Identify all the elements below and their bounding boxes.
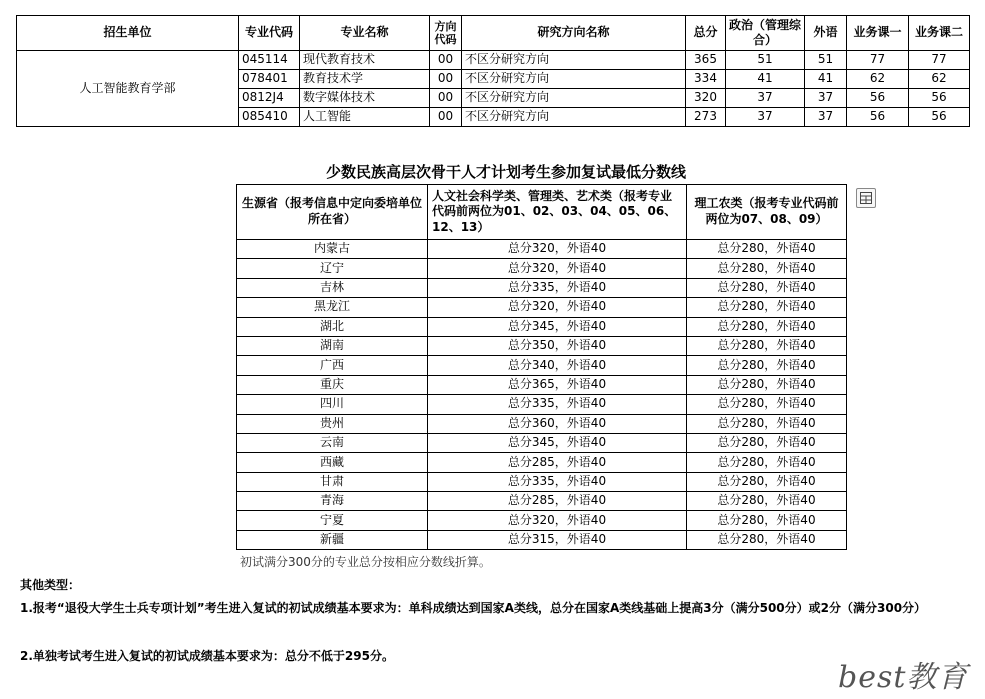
humanities-cell: 总分340，外语40 (428, 356, 687, 375)
politics-score: 51 (726, 51, 805, 70)
course2-score: 56 (909, 108, 970, 127)
province-cell: 贵州 (237, 414, 428, 433)
science-cell: 总分280，外语40 (687, 317, 847, 336)
science-cell: 总分280，外语40 (687, 395, 847, 414)
humanities-cell: 总分335，外语40 (428, 472, 687, 491)
science-cell: 总分280，外语40 (687, 492, 847, 511)
humanities-cell: 总分285，外语40 (428, 453, 687, 472)
table-row (237, 530, 847, 549)
table-grid-icon[interactable] (856, 188, 876, 208)
province-cell: 宁夏 (237, 511, 428, 530)
politics-score: 41 (726, 70, 805, 89)
header-science: 理工农类（报考专业代码前两位为07、08、09） (687, 185, 847, 240)
header-humanities: 人文社会科学类、管理类、艺术类（报考专业代码前两位为01、02、03、04、05、06、12、13） (428, 185, 687, 240)
header-course1: 业务课一 (847, 16, 909, 51)
province-cell: 西藏 (237, 453, 428, 472)
header-total: 总分 (686, 16, 726, 51)
direction-name: 不区分研究方向 (462, 70, 686, 89)
humanities-cell: 总分335，外语40 (428, 278, 687, 297)
course1-score: 56 (847, 89, 909, 108)
province-cell: 湖北 (237, 317, 428, 336)
province-cell: 广西 (237, 356, 428, 375)
table-header-row (237, 185, 847, 240)
table-row (237, 336, 847, 355)
major-code: 0812J4 (239, 89, 300, 108)
major-code: 045114 (239, 51, 300, 70)
header-politics: 政治（管理综合） (726, 16, 805, 51)
science-cell: 总分280，外语40 (687, 240, 847, 259)
course1-score: 77 (847, 51, 909, 70)
table-row (237, 298, 847, 317)
direction-name: 不区分研究方向 (462, 108, 686, 127)
direction-code: 00 (430, 51, 462, 70)
direction-code: 00 (430, 89, 462, 108)
course1-score: 56 (847, 108, 909, 127)
humanities-cell: 总分365，外语40 (428, 375, 687, 394)
science-cell: 总分280，外语40 (687, 336, 847, 355)
other-types-heading: 其他类型： (20, 578, 81, 592)
total-score: 320 (686, 89, 726, 108)
province-cell: 湖南 (237, 336, 428, 355)
direction-code: 00 (430, 108, 462, 127)
province-cell: 新疆 (237, 530, 428, 549)
foreign-score: 51 (805, 51, 847, 70)
table-row (237, 453, 847, 472)
science-cell: 总分280，外语40 (687, 375, 847, 394)
major-code: 078401 (239, 70, 300, 89)
foreign-score: 37 (805, 108, 847, 127)
header-course2: 业务课二 (909, 16, 970, 51)
course2-score: 62 (909, 70, 970, 89)
humanities-cell: 总分320，外语40 (428, 240, 687, 259)
humanities-cell: 总分315，外语40 (428, 530, 687, 549)
science-cell: 总分280，外语40 (687, 356, 847, 375)
table-row (237, 472, 847, 491)
header-major-name: 专业名称 (300, 16, 430, 51)
header-major-code: 专业代码 (239, 16, 300, 51)
header-foreign: 外语 (805, 16, 847, 51)
admission-score-table (16, 15, 970, 127)
table-row (237, 511, 847, 530)
footnote: 初试满分300分的专业总分按相应分数线折算。 (240, 555, 491, 569)
table-row (17, 51, 970, 70)
humanities-cell: 总分320，外语40 (428, 511, 687, 530)
direction-code: 00 (430, 70, 462, 89)
politics-score: 37 (726, 108, 805, 127)
direction-name: 不区分研究方向 (462, 51, 686, 70)
foreign-score: 37 (805, 89, 847, 108)
province-cell: 黑龙江 (237, 298, 428, 317)
province-cell: 内蒙古 (237, 240, 428, 259)
humanities-cell: 总分320，外语40 (428, 259, 687, 278)
course1-score: 62 (847, 70, 909, 89)
science-cell: 总分280，外语40 (687, 414, 847, 433)
note-veteran-plan: 1.报考“退役大学生士兵专项计划”考生进入复试的初试成绩基本要求为：单科成绩达到国家A类线，总分在国家A类线基础上提高3分（满分500分）或2分（满分300分） (20, 601, 927, 615)
table-grid-glyph (860, 192, 872, 204)
major-name: 现代教育技术 (300, 51, 430, 70)
foreign-score: 41 (805, 70, 847, 89)
province-cell: 青海 (237, 492, 428, 511)
major-code: 085410 (239, 108, 300, 127)
note-independent-exam: 2.单独考试考生进入复试的初试成绩基本要求为：总分不低于295分。 (20, 649, 394, 663)
science-cell: 总分280，外语40 (687, 433, 847, 452)
table-row (237, 259, 847, 278)
science-cell: 总分280，外语40 (687, 298, 847, 317)
header-direction-code (430, 16, 462, 51)
table-row (237, 240, 847, 259)
humanities-cell: 总分335，外语40 (428, 395, 687, 414)
total-score: 334 (686, 70, 726, 89)
table-row (237, 414, 847, 433)
table-row (237, 375, 847, 394)
major-name: 人工智能 (300, 108, 430, 127)
total-score: 365 (686, 51, 726, 70)
table-row (237, 492, 847, 511)
unit-cell: 人工智能教育学部 (17, 51, 239, 127)
direction-name: 不区分研究方向 (462, 89, 686, 108)
province-cell: 四川 (237, 395, 428, 414)
science-cell: 总分280，外语40 (687, 453, 847, 472)
table-row (237, 395, 847, 414)
header-direction-name: 研究方向名称 (462, 16, 686, 51)
province-cell: 辽宁 (237, 259, 428, 278)
total-score: 273 (686, 108, 726, 127)
science-cell: 总分280，外语40 (687, 472, 847, 491)
province-cell: 吉林 (237, 278, 428, 297)
province-cell: 重庆 (237, 375, 428, 394)
course2-score: 56 (909, 89, 970, 108)
minority-section-title: 少数民族高层次骨干人才计划考生参加复试最低分数线 (326, 163, 687, 181)
humanities-cell: 总分350，外语40 (428, 336, 687, 355)
table-header-row (17, 16, 970, 51)
politics-score: 37 (726, 89, 805, 108)
humanities-cell: 总分320，外语40 (428, 298, 687, 317)
science-cell: 总分280，外语40 (687, 530, 847, 549)
watermark-logo: best教育 (838, 660, 969, 695)
science-cell: 总分280，外语40 (687, 278, 847, 297)
table-row (237, 317, 847, 336)
header-province: 生源省（报考信息中定向委培单位所在省） (237, 185, 428, 240)
table-row (237, 356, 847, 375)
science-cell: 总分280，外语40 (687, 259, 847, 278)
header-unit: 招生单位 (17, 16, 239, 51)
table-row (237, 278, 847, 297)
humanities-cell: 总分360，外语40 (428, 414, 687, 433)
humanities-cell: 总分345，外语40 (428, 317, 687, 336)
science-cell: 总分280，外语40 (687, 511, 847, 530)
major-name: 数字媒体技术 (300, 89, 430, 108)
major-name: 教育技术学 (300, 70, 430, 89)
minority-score-table (236, 184, 847, 550)
table-row (237, 433, 847, 452)
header-direction-code-text: 方向 代码 (434, 19, 457, 46)
humanities-cell: 总分285，外语40 (428, 492, 687, 511)
province-cell: 甘肃 (237, 472, 428, 491)
humanities-cell: 总分345，外语40 (428, 433, 687, 452)
province-cell: 云南 (237, 433, 428, 452)
course2-score: 77 (909, 51, 970, 70)
